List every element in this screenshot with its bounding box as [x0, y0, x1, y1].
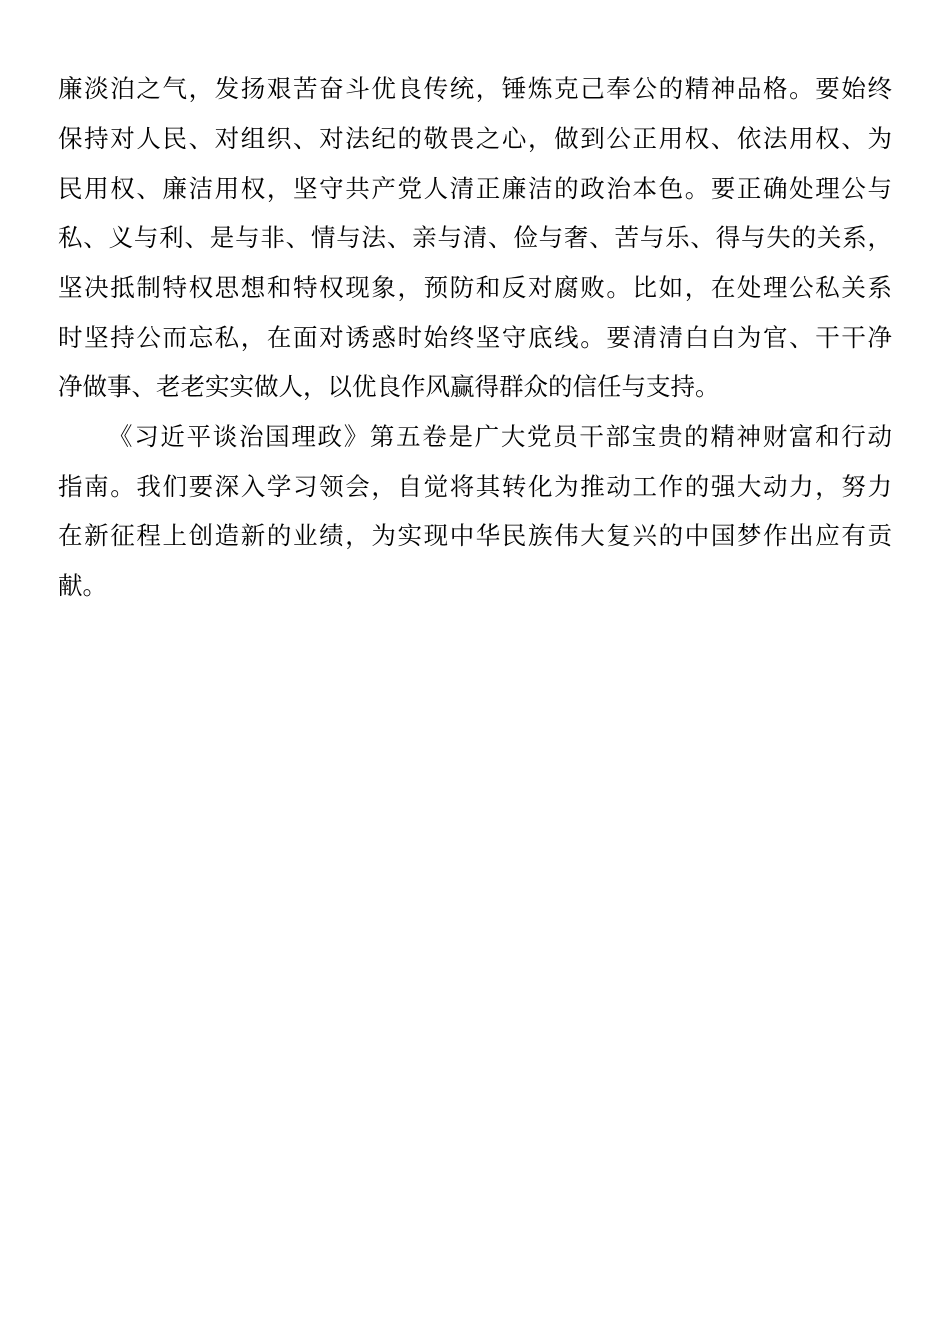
text-line: 《习近平谈治国理政》第五卷是广大党员干部宝贵的精神财富和行动: [108, 422, 892, 451]
text-line: 献。: [58, 571, 107, 600]
text-line: 净做事、老老实实做人，以优良作风赢得群众的信任与支持。: [58, 372, 720, 401]
text-line: 坚决抵制特权思想和特权现象，预防和反对腐败。比如，在处理公私关系: [58, 273, 892, 302]
text-line: 在新征程上创造新的业绩，为实现中华民族伟大复兴的中国梦作出应有贡: [58, 521, 892, 550]
text-line: 保持对人民、对组织、对法纪的敬畏之心，做到公正用权、依法用权、为: [58, 124, 892, 153]
text-line: 时坚持公而忘私，在面对诱惑时始终坚守底线。要清清白白为官、干干净: [58, 323, 892, 352]
text-line: 廉淡泊之气，发扬艰苦奋斗优良传统，锤炼克己奉公的精神品格。要始终: [58, 74, 892, 103]
text-line: 指南。我们要深入学习领会，自觉将其转化为推动工作的强大动力，努力: [58, 472, 892, 501]
text-line: 民用权、廉洁用权，坚守共产党人清正廉洁的政治本色。要正确处理公与: [58, 174, 892, 203]
text-line: 私、义与利、是与非、情与法、亲与清、俭与奢、苦与乐、得与失的关系，: [58, 223, 892, 252]
